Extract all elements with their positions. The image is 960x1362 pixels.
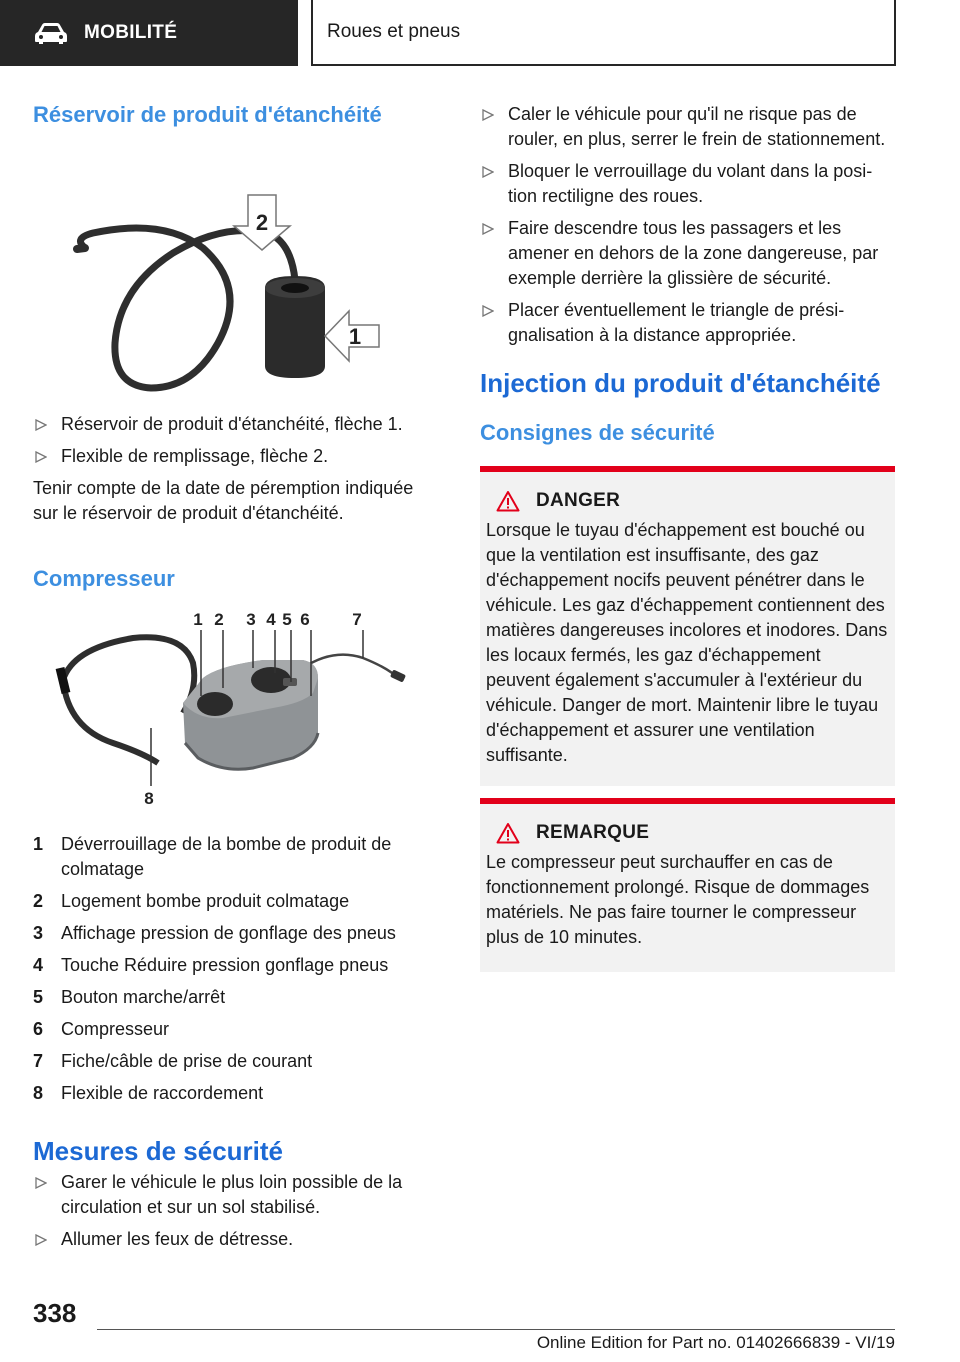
triangle-bullet-icon xyxy=(482,223,494,235)
car-icon xyxy=(34,22,68,44)
compressor-legend xyxy=(33,832,443,1106)
list-item-text: Bloquer le verrouillage du volant dans la position rectiligne des roues. xyxy=(508,161,873,206)
list-item xyxy=(33,444,443,469)
precaution-bullets xyxy=(480,102,895,348)
reservoir-bullets xyxy=(33,412,443,469)
item-number: 6 xyxy=(33,1019,44,1039)
page-header xyxy=(0,0,960,66)
list-item-text: Logement bombe produit colmatage xyxy=(61,891,350,911)
warning-triangle-icon xyxy=(496,490,520,512)
figure-label: 6 xyxy=(300,610,310,629)
compressor-heading: Compresseur xyxy=(33,566,175,591)
remarque-header xyxy=(486,822,889,844)
list-item-text: Faire descendre tous les passagers et les amener en dehors de la zone dangereuse, par exemple derrière la glissière de sécurité. xyxy=(508,218,879,288)
safety-bullets xyxy=(33,1170,443,1252)
section-tab[interactable] xyxy=(311,0,896,66)
list-item xyxy=(33,412,443,437)
list-item xyxy=(33,1227,443,1252)
list-item-text: Flexible de raccordement xyxy=(61,1083,264,1103)
triangle-bullet-icon xyxy=(35,1234,47,1246)
danger-header xyxy=(486,490,889,512)
list-item-text: Bouton marche/arrêt xyxy=(61,987,226,1007)
list-item-text: Touche Réduire pression gonflage pneus xyxy=(61,955,389,975)
right-column xyxy=(480,100,895,972)
list-item xyxy=(480,102,895,152)
list-item-text: Affichage pression de gonflage des pneus xyxy=(61,923,396,943)
figure-label: 5 xyxy=(282,610,292,629)
chapter-tab[interactable] xyxy=(0,0,298,66)
consignes-heading: Consignes de sécurité xyxy=(480,420,715,445)
item-number: 5 xyxy=(33,987,44,1007)
list-item xyxy=(480,216,895,291)
list-item-text: Garer le véhicule le plus loin possible de la circulation et sur un sol stabilisé. xyxy=(61,1172,403,1217)
list-item xyxy=(33,985,443,1010)
figure-label: 7 xyxy=(352,610,362,629)
reservoir-figure xyxy=(33,138,443,400)
list-item xyxy=(33,832,443,882)
chapter-title: MOBILITÉ xyxy=(84,22,178,43)
triangle-bullet-icon xyxy=(482,166,494,178)
triangle-bullet-icon xyxy=(482,305,494,317)
list-item-text: Déverrouillage de la bombe de produit de colmatage xyxy=(61,834,392,879)
item-number: 3 xyxy=(33,923,44,943)
remarque-label: REMARQUE xyxy=(536,822,650,843)
figure-label: 2 xyxy=(214,610,224,629)
danger-text: Lorsque le tuyau d'échappement est bouché ou que la ventilation est insuffisante, des gaz d'échappement nocifs peuvent pénétrer dans le véhicule. Les gaz d'échappement contiennent des matières dangereuses incolores et inodores. Dans les locaux fermés, les gaz d'échappement peuvent également s'accumuler à l'extérieur du véhicule. Danger de mort. Maintenir libre le tuyau d'échappement et assurer une ventilation suffisante. xyxy=(486,520,888,765)
list-item xyxy=(33,889,443,914)
remarque-text: Le compresseur peut surchauffer en cas de fonctionnement prolongé. Risque de dommages matériels. Ne pas faire tourner le compresseur plus de 10 minutes. xyxy=(486,852,870,947)
left-column xyxy=(33,100,443,1259)
injection-heading: Injection du produit d'étanchéité xyxy=(480,368,881,398)
figure-label: 3 xyxy=(246,610,256,629)
list-item-text: Allumer les feux de détresse. xyxy=(61,1229,294,1249)
danger-label: DANGER xyxy=(536,490,621,511)
list-item-text: Placer éventuellement le triangle de présignalisation à la distance appropriée. xyxy=(508,300,845,345)
item-number: 1 xyxy=(33,834,44,854)
triangle-bullet-icon xyxy=(35,1177,47,1189)
list-item-text: Caler le véhicule pour qu'il ne risque pas de rouler, en plus, serrer le frein de stationnement. xyxy=(508,104,886,149)
list-item-text: Fiche/câble de prise de courant xyxy=(61,1051,313,1071)
item-number: 2 xyxy=(33,891,44,911)
safety-heading: Mesures de sécurité xyxy=(33,1136,284,1166)
item-number: 7 xyxy=(33,1051,44,1071)
list-item xyxy=(33,1081,443,1106)
danger-box xyxy=(480,466,895,786)
triangle-bullet-icon xyxy=(35,451,47,463)
list-item xyxy=(33,1017,443,1042)
compressor-figure xyxy=(33,608,443,808)
list-item xyxy=(33,1170,443,1220)
figure-label: 2 xyxy=(255,210,269,235)
remarque-box xyxy=(480,798,895,972)
section-title: Roues et pneus xyxy=(327,21,461,42)
list-item-text: Réservoir de produit d'étanchéité, flèche 1. xyxy=(61,414,403,434)
list-item xyxy=(33,921,443,946)
figure-label: 1 xyxy=(193,610,203,629)
item-number: 4 xyxy=(33,955,44,975)
list-item-text: Flexible de remplissage, flèche 2. xyxy=(61,446,329,466)
item-number: 8 xyxy=(33,1083,44,1103)
footer-edition: Online Edition for Part no. 01402666839 - VI/19 xyxy=(536,1333,895,1352)
figure-label: 8 xyxy=(144,789,154,808)
list-item xyxy=(480,159,895,209)
list-item-text: Compresseur xyxy=(61,1019,170,1039)
page-number: 338 xyxy=(33,1298,77,1328)
triangle-bullet-icon xyxy=(482,109,494,121)
triangle-bullet-icon xyxy=(35,419,47,431)
figure-label: 1 xyxy=(348,324,362,349)
list-item xyxy=(33,1049,443,1074)
footer-divider xyxy=(97,1329,895,1330)
list-item xyxy=(480,298,895,348)
list-item xyxy=(33,953,443,978)
reservoir-heading: Réservoir de produit d'étanchéité xyxy=(33,102,382,127)
warning-triangle-icon xyxy=(496,822,520,844)
reservoir-paragraph: Tenir compte de la date de péremption indiquée sur le réservoir de produit d'étanchéité. xyxy=(33,478,414,523)
figure-label: 4 xyxy=(266,610,276,629)
